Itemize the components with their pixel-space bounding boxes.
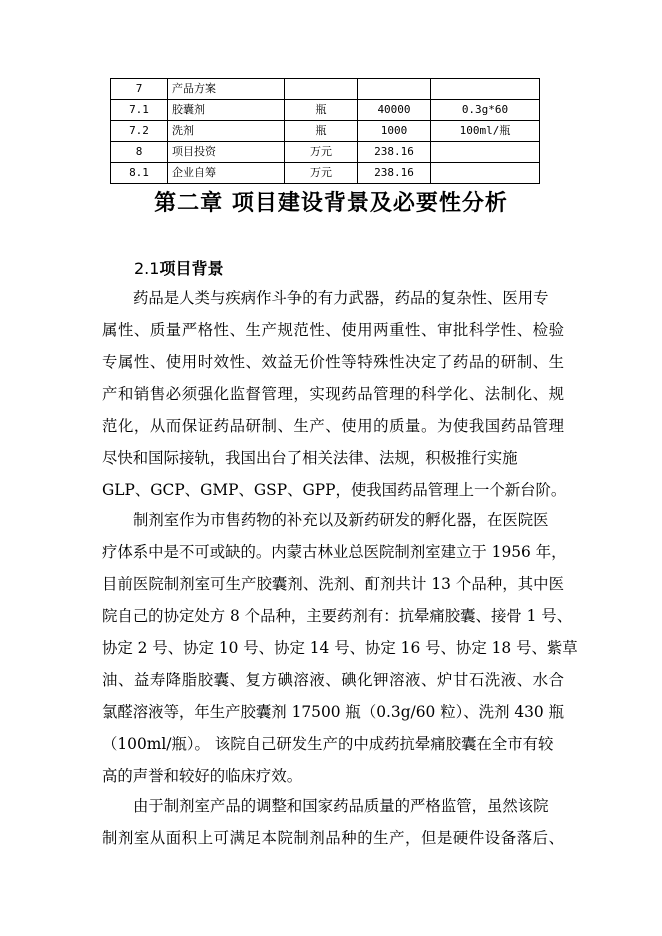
table-cell-no: 8.1 <box>111 163 168 184</box>
table-cell-name: 产品方案 <box>168 79 285 100</box>
table-cell-qty: 238.16 <box>358 163 431 184</box>
paragraph-line: GLP、GCP、GMP、GSP、GPP，使我国药品管理上一个新台阶。 <box>102 481 567 499</box>
table-cell-unit: 万元 <box>285 142 358 163</box>
table-cell-unit: 瓶 <box>285 121 358 142</box>
table-cell-qty: 238.16 <box>358 142 431 163</box>
table-cell-qty: 1000 <box>358 121 431 142</box>
paragraph-line: 院自己的协定处方 8 个品种，主要药剂有：抗晕痛胶囊、接骨 1 号、 <box>102 607 573 625</box>
table-cell-no: 7.2 <box>111 121 168 142</box>
table-cell-unit <box>285 79 358 100</box>
table-cell-no: 7 <box>111 79 168 100</box>
paragraph-line: 高的声誉和较好的临床疗效。 <box>102 767 303 785</box>
table-row <box>111 79 540 100</box>
paragraph-line: （100ml/瓶）。 该院自己研发生产的中成药抗晕痛胶囊在全市有较 <box>102 735 554 753</box>
paragraph-line: 药品是人类与疾病作斗争的有力武器，药品的复杂性、医用专 <box>133 289 549 307</box>
table-cell-name: 项目投资 <box>168 142 285 163</box>
table-cell-unit: 瓶 <box>285 100 358 121</box>
paragraph-line: 属性、质量严格性、生产规范性、使用两重性、审批科学性、检验 <box>102 321 564 339</box>
table-row <box>111 163 540 184</box>
paragraph-line: 协定 2 号、协定 10 号、协定 14 号、协定 16 号、协定 18 号、紫草 <box>102 639 578 657</box>
section-title: 项目背景 <box>159 259 224 278</box>
paragraph-line: 范化，从而保证药品研制、生产、使用的质量。为使我国药品管理 <box>102 417 564 435</box>
paragraph-line: 由于制剂室产品的调整和国家药品质量的严格监管，虽然该院 <box>133 797 549 815</box>
table-cell-spec <box>431 163 540 184</box>
table-cell-unit: 万元 <box>285 163 358 184</box>
chapter-title: 第二章 项目建设背景及必要性分析 <box>154 191 508 216</box>
table-cell-no: 7.1 <box>111 100 168 121</box>
table-cell-name: 洗剂 <box>168 121 285 142</box>
paragraph-line: 油、益寿降脂胶囊、复方碘溶液、碘化钾溶液、炉甘石洗液、水合 <box>102 671 564 689</box>
paragraph-line: 疗体系中是不可或缺的。内蒙古林业总医院制剂室建立于 1956 年， <box>102 543 567 561</box>
paragraph-line: 制剂室作为市售药物的补充以及新药研发的孵化器，在医院医 <box>133 511 549 529</box>
paragraph-line: 专属性、使用时效性、效益无价性等特殊性决定了药品的研制、生 <box>102 353 564 371</box>
table-cell-name: 企业自筹 <box>168 163 285 184</box>
table-cell-name: 胶囊剂 <box>168 100 285 121</box>
paragraph-regulation-pressure <box>102 790 564 854</box>
paragraph-drug-regulation <box>102 282 567 506</box>
paragraph-preparation-room <box>102 504 578 792</box>
table-cell-spec <box>431 79 540 100</box>
section-number: 2.1 <box>134 259 160 278</box>
project-summary-table <box>110 78 540 184</box>
section-heading <box>134 256 223 279</box>
table-cell-spec <box>431 142 540 163</box>
table-cell-spec: 100ml/瓶 <box>431 121 540 142</box>
table-row <box>111 121 540 142</box>
paragraph-line: 制剂室从面积上可满足本院制剂品种的生产，但是硬件设备落后、 <box>102 829 564 847</box>
table-cell-no: 8 <box>111 142 168 163</box>
table-row <box>111 100 540 121</box>
table-cell-spec: 0.3g*60 <box>431 100 540 121</box>
table-cell-qty: 40000 <box>358 100 431 121</box>
table-row <box>111 142 540 163</box>
table-cell-qty <box>358 79 431 100</box>
paragraph-line: 产和销售必须强化监督管理，实现药品管理的科学化、法制化、规 <box>102 385 564 403</box>
paragraph-line: 目前医院制剂室可生产胶囊剂、洗剂、酊剂共计 13 个品种，其中医 <box>102 575 564 593</box>
paragraph-line: 尽快和国际接轨，我国出台了相关法律、法规，积极推行实施 <box>102 449 518 467</box>
paragraph-line: 氯醛溶液等，年生产胶囊剂 17500 瓶（0.3g/60 粒）、洗剂 430 瓶 <box>102 703 565 721</box>
